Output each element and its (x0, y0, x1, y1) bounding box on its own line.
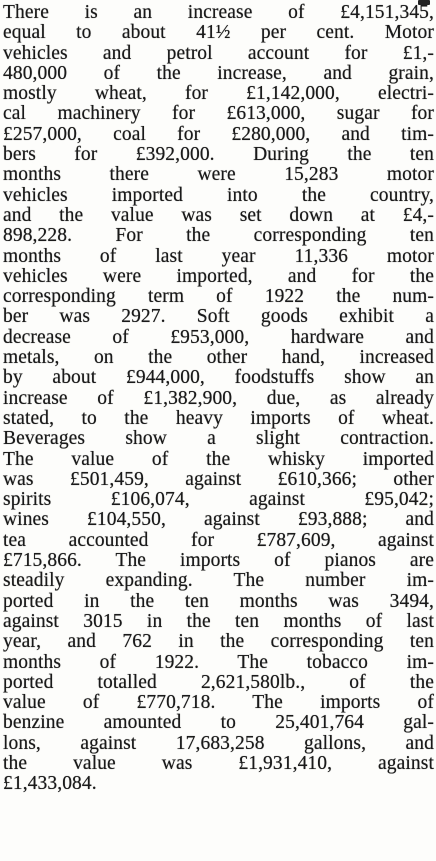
article-text (3, 3, 434, 795)
text-line: decrease of £953,000, hardware and (3, 326, 434, 348)
text-line: The value of the whisky imported (3, 448, 434, 470)
text-line: spirits £106,074, against £95,042; (3, 489, 434, 511)
text-line: months there were 15,283 motor (3, 164, 434, 186)
text-line: against 3015 in the ten months of last (3, 610, 434, 632)
text-line: There is an increase of £4,151,345, (3, 2, 434, 23)
text-line: vehicles imported into the country, (3, 184, 434, 206)
text-line: 480,000 of the increase, and grain, (3, 62, 434, 84)
text-line: year, and 762 in the corresponding ten (3, 631, 434, 653)
text-line: was £501,459, against £610,366; other (3, 468, 434, 490)
text-line: 898,228. For the corresponding ten (3, 225, 434, 247)
text-line: equal to about 41½ per cent. Motor (3, 22, 434, 44)
text-line: £715,866. The imports of pianos are (3, 550, 434, 572)
text-line: and the value was set down at £4,- (3, 204, 434, 226)
text-line: benzine amounted to 25,401,764 gal- (3, 712, 434, 734)
text-line: vehicles and petrol account for £1,- (3, 42, 434, 64)
text-line: cal machinery for £613,000, sugar for (3, 103, 434, 125)
text-line: value of £770,718. The imports of (3, 692, 434, 714)
text-line: ported totalled 2,621,580lb., of the (3, 671, 434, 693)
text-line: Beverages show a slight contraction. (3, 428, 434, 450)
text-line: increase of £1,382,900, due, as already (3, 387, 434, 409)
text-line: ported in the ten months was 3494, (3, 590, 434, 612)
text-line: by about £944,000, foodstuffs show an (3, 367, 434, 389)
text-line: steadily expanding. The number im- (3, 570, 434, 592)
text-line: corresponding term of 1922 the num- (3, 286, 434, 308)
text-line: mostly wheat, for £1,142,000, electri- (3, 83, 434, 105)
text-line: lons, against 17,683,258 gallons, and (3, 732, 434, 754)
text-line: wines £104,550, against £93,888; and (3, 509, 434, 531)
text-line: months of 1922. The tobacco im- (3, 651, 434, 673)
text-line: metals, on the other hand, increased (3, 347, 434, 369)
text-line: £257,000, coal for £280,000, and tim- (3, 123, 434, 145)
text-line: £1,433,084. (3, 773, 97, 795)
text-line: months of last year 11,336 motor (3, 245, 434, 267)
text-line: vehicles were imported, and for the (3, 265, 434, 287)
text-line: tea accounted for £787,609, against (3, 529, 434, 551)
text-line: the value was £1,931,410, against (3, 752, 434, 774)
text-line: stated, to the heavy imports of wheat. (3, 407, 434, 429)
text-line: ber was 2927. Soft goods exhibit a (3, 306, 434, 328)
text-line: bers for £392,000. During the ten (3, 144, 434, 166)
